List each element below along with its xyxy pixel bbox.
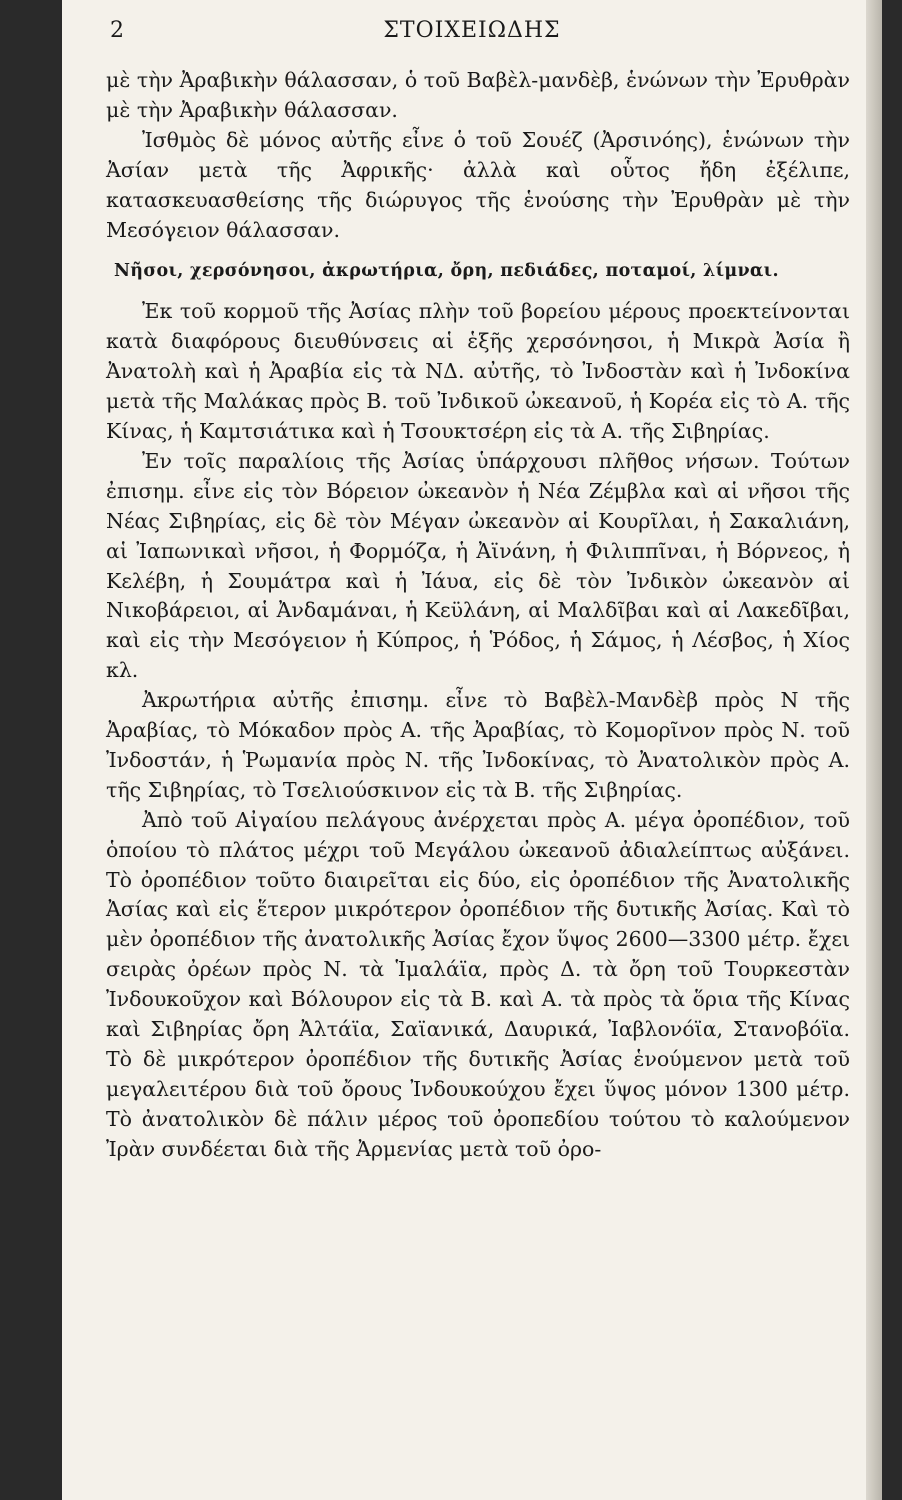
paragraph-islands: Ἐν τοῖς παραλίοις τῆς Ἀσίας ὑπάρχουσι πλῆθος νήσων. Τούτων ἐπισημ. εἶνε εἰς τὸν Βόρειον ὠκεανὸν ἡ Νέα Ζέμβλα καὶ αἱ νῆσοι τῆς Νέας Σιβηρίας, εἰς δὲ τὸν Μέγαν ὠκεανὸν αἱ Κουρῖλαι, ἡ Σακαλιάνη, αἱ Ἰαπωνικαὶ νῆσοι, ἡ Φορμόζα, ἡ Ἀϊνάνη, ἡ Φιλιππῖναι, ἡ Βόρνεος, ἡ Κελέβη, ἡ Σουμάτρα καὶ ἡ Ἰάυα, εἰς δὲ τὸν Ἰνδικὸν ὠκεανὸν αἱ Νικοβάρειοι, αἱ Ἀνδαμάναι, ἡ Κεϋλάνη, αἱ Μαλδῖβαι καὶ αἱ Λακεδῖβαι, καὶ εἰς τὴν Μεσόγειον ἡ Κύπρος, ἡ Ῥόδος, ἡ Σάμος, ἡ Λέσβος, ἡ Χίος κλ. xyxy=(106,448,850,683)
page-edge-shadow xyxy=(866,0,882,1500)
paragraph-isthmus: Ἰσθμὸς δὲ μόνος αὐτῆς εἶνε ὁ τοῦ Σουέζ (Ἀρσινόης), ἑνώνων τὴν Ἀσίαν μετὰ τῆς Ἀφρικῆς· ἀλλὰ καὶ οὗτος ἤδη ἐξέλιπε, κατασκευασθείσης τῆς διώρυγος τῆς ἑνούσης τὴν Ἐρυθρὰν μὲ τὴν Μεσόγειον θάλασσαν. xyxy=(106,127,850,242)
section-heading: Νῆσοι, χερσόνησοι, ἀκρωτήρια, ὄρη, πεδιάδες, ποταμοί, λίμναι. xyxy=(114,261,779,282)
body-text xyxy=(106,66,850,1165)
paragraph-capes: Ἀκρωτήρια αὐτῆς ἐπισημ. εἶνε τὸ Βαβὲλ-Μανδὲβ πρὸς Ν τῆς Ἀραβίας, τὸ Μόκαδον πρὸς Α. τῆς Ἀραβίας, τὸ Κομορῖνον πρὸς Ν. τοῦ Ἰνδοστάν, ἡ Ῥωμανία πρὸς Ν. τῆς Ἰνδοκίνας, τὸ Ἀνατολικὸν πρὸς Α. τῆς Σιβηρίας, τὸ Τσελιούσκινον εἰς τὰ Β. τῆς Σιβηρίας. xyxy=(106,688,850,802)
page-number: 2 xyxy=(110,18,124,43)
paragraph-plateau: Ἀπὸ τοῦ Αἰγαίου πελάγους ἀνέρχεται πρὸς Α. μέγα ὀροπέδιον, τοῦ ὁποίου τὸ πλάτος μέχρι τοῦ Μεγάλου ὠκεανοῦ ἀδιαλείπτως αὐξάνει. Τὸ ὀροπέδιον τοῦτο διαιρεῖται εἰς δύο, εἰς ὀροπέδιον τῆς Ἀνατολικῆς Ἀσίας καὶ εἰς ἕτερον μικρότερον ὀροπέδιον τῆς δυτικῆς Ἀσίας. Καὶ τὸ μὲν ὀροπέδιον τῆς ἀνατολικῆς Ἀσίας ἔχον ὕψος 2600—3300 μέτρ. ἔχει σειρὰς ὀρέων πρὸς Ν. τὰ Ἱμαλάϊα, πρὸς Δ. τὰ ὄρη τοῦ Τουρκεστὰν Ἰνδουκοῦχον καὶ Βόλουρον εἰς τὰ Β. καὶ Α. τὰ πρὸς τὰ ὅρια τῆς Κίνας καὶ Σιβηρίας ὄρη Ἀλτάϊα, Σαϊανικά, Δαυρικά, Ἰαβλονόϊα, Στανοβόϊα. Τὸ δὲ μικρότερον ὀροπέδιον τῆς δυτικῆς Ἀσίας ἑνούμενον μετὰ τοῦ μεγαλειτέρου διὰ τοῦ ὄρους Ἰνδουκούχου ἔχει ὕψος μόνον 1300 μέτρ. Τὸ ἀνατολικὸν δὲ πάλιν μέρος τοῦ ὀροπεδίου τούτου τὸ καλούμενον Ἰρὰν συνδέεται διὰ τῆς Ἀρμενίας μετὰ τοῦ ὀρο- xyxy=(106,807,850,1161)
running-title: ΣΤΟΙΧΕΙΩΔΗΣ xyxy=(383,18,561,43)
paragraph-peninsulas: Ἐκ τοῦ κορμοῦ τῆς Ἀσίας πλὴν τοῦ βορείου μέρους προεκτείνονται κατὰ διαφόρους διευθύνσεις αἱ ἑξῆς χερσόνησοι, ἡ Μικρὰ Ἀσία ἢ Ἀνατολὴ καὶ ἡ Ἀραβία εἰς τὰ ΝΔ. αὐτῆς, τὸ Ἰνδοστὰν καὶ ἡ Ἰνδοκίνα μετὰ τῆς Μαλάκας πρὸς Β. τοῦ Ἰνδικοῦ ὠκεανοῦ, ἡ Κορέα εἰς τὸ Α. τῆς Κίνας, ἡ Καμτσιάτικα καὶ ἡ Τσουκτσέρη εἰς τὰ Α. τῆς Σιβηρίας. xyxy=(106,299,850,443)
book-page xyxy=(62,0,882,1500)
paragraph-continuation: μὲ τὴν Ἀραβικὴν θάλασσαν, ὁ τοῦ Βαβὲλ-μανδὲβ, ἑνώνων τὴν Ἐρυθρὰν μὲ τὴν Ἀραβικὴν θάλασσαν. xyxy=(106,68,850,122)
